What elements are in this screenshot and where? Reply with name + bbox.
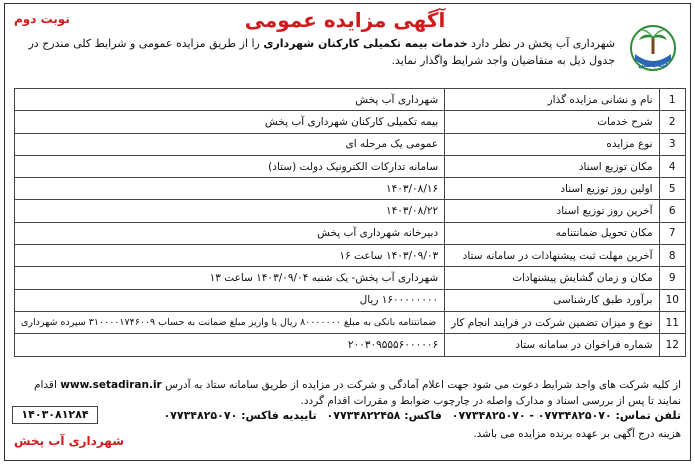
table-row	[15, 267, 686, 289]
signature: شهرداری آب پخش	[14, 434, 125, 448]
row-value: بیمه تکمیلی کارکنان شهرداری آب پخش	[15, 111, 445, 133]
table-row	[15, 178, 686, 200]
row-value: ۱۴۰۳/۰۸/۲۲	[15, 200, 445, 222]
row-label: نام و نشانی مزایده گذار	[445, 89, 659, 111]
row-label: نوع و میزان تضمین شرکت در فرایند انجام کار	[445, 311, 659, 333]
contact-info	[157, 409, 681, 422]
row-value: ۱۴۰۳/۰۹/۰۳ ساعت ۱۶	[15, 245, 445, 267]
table-row	[15, 133, 686, 155]
row-value: شهرداری آب پخش- یک شنبه ۱۴۰۳/۰۹/۰۴ ساعت ۱۳	[15, 267, 445, 289]
row-value: ۱۴۰۳/۰۸/۱۶	[15, 178, 445, 200]
row-value: ۱۶۰۰۰۰۰۰۰۰ ریال	[15, 289, 445, 311]
row-number: 12	[659, 334, 685, 356]
table-row	[15, 334, 686, 356]
table-row	[15, 311, 686, 333]
table-row	[15, 111, 686, 133]
row-number: 4	[659, 155, 685, 177]
participation-notice	[17, 377, 681, 409]
row-label: مکان تحویل ضمانتنامه	[445, 222, 659, 244]
row-value: ۲۰۰۳۰۹۵۵۵۶۰۰۰۰۰۶	[15, 334, 445, 356]
row-number: 7	[659, 222, 685, 244]
row-label: آخرین مهلت ثبت پیشنهادات در سامانه ستاد	[445, 245, 659, 267]
row-number: 8	[659, 245, 685, 267]
fax-number: فاکس: ۰۷۷۳۴۸۲۲۴۵۸	[326, 409, 442, 422]
row-value: شهرداری آب پخش	[15, 89, 445, 111]
row-label: شرح خدمات	[445, 111, 659, 133]
intro-service: خدمات بیمه تکمیلی کارکنان شهرداری	[263, 37, 468, 50]
table-row	[15, 245, 686, 267]
table-row	[15, 89, 686, 111]
table-row	[15, 155, 686, 177]
row-number: 3	[659, 133, 685, 155]
municipality-logo	[627, 24, 679, 74]
row-value: عمومی یک مرحله ای	[15, 133, 445, 155]
row-number: 9	[659, 267, 685, 289]
row-label: مکان و زمان گشایش پیشنهادات	[445, 267, 659, 289]
row-label: برآورد طبق کارشناسی	[445, 289, 659, 311]
row-label: شماره فراخوان در سامانه ستاد	[445, 334, 659, 356]
row-number: 2	[659, 111, 685, 133]
row-label: آخرین روز توزیع اسناد	[445, 200, 659, 222]
row-value: دبیرخانه شهرداری آب پخش	[15, 222, 445, 244]
notice-code: ۱۴۰۳۰۸۱۲۸۴	[12, 406, 98, 424]
logo-text: آب پخش	[638, 61, 668, 69]
round-label: نوبت دوم	[14, 12, 70, 26]
intro-text	[15, 35, 615, 69]
row-label: نوع مزایده	[445, 133, 659, 155]
row-label: مکان توزیع اسناد	[445, 155, 659, 177]
row-number: 1	[659, 89, 685, 111]
website-link[interactable]: www.setadiran.ir	[60, 379, 162, 391]
row-number: 11	[659, 311, 685, 333]
row-number: 6	[659, 200, 685, 222]
fax-confirm-number: تاییدیه فاکس: ۰۷۷۳۴۸۲۵۰۷۰	[163, 409, 317, 422]
row-number: 10	[659, 289, 685, 311]
notice-part1: از کلیه شرکت های واجد شرایط دعوت می شود جهت اعلام آمادگی و شرکت در مزایده از طریق سامانه ستاد به آدرس	[161, 379, 681, 391]
table-row	[15, 222, 686, 244]
intro-part1: شهرداری آب پخش در نظر دارد	[467, 37, 615, 50]
table-row	[15, 289, 686, 311]
fee-note: هزینه درج آگهی بر عهده برنده مزایده می باشد.	[473, 428, 681, 440]
notice-part2: اقدام نمایند تا پس از بررسی اسناد و مدارک واصله در چارچوب ضوابط و مقررات اقدام گردد.	[34, 379, 681, 407]
row-label: اولین روز توزیع اسناد	[445, 178, 659, 200]
row-value: سامانه تدارکات الکترونیک دولت (ستاد)	[15, 155, 445, 177]
table-row	[15, 200, 686, 222]
intro-part2: را از طریق مزایده عمومی و شرایط کلی مندرج در جدول ذیل به متقاضیان واجد شرایط واگذار نماید.	[28, 37, 615, 67]
row-value: ضمانتنامه بانکی به مبلغ ۸۰۰۰۰۰۰۰ ریال یا واریز مبلغ ضمانت به حساب ۳۱۰۰۰۰۱۷۴۶۰۰۹ سپرده شهرداری	[15, 311, 445, 333]
notice-title: آگهی مزایده عمومی	[244, 8, 446, 32]
row-number: 5	[659, 178, 685, 200]
auction-details-table	[14, 88, 686, 357]
phone-number: تلفن تماس: ۰۷۷۳۴۸۲۵۰۷۰ - ۰۷۷۳۴۸۲۵۰۷۰	[451, 409, 681, 422]
